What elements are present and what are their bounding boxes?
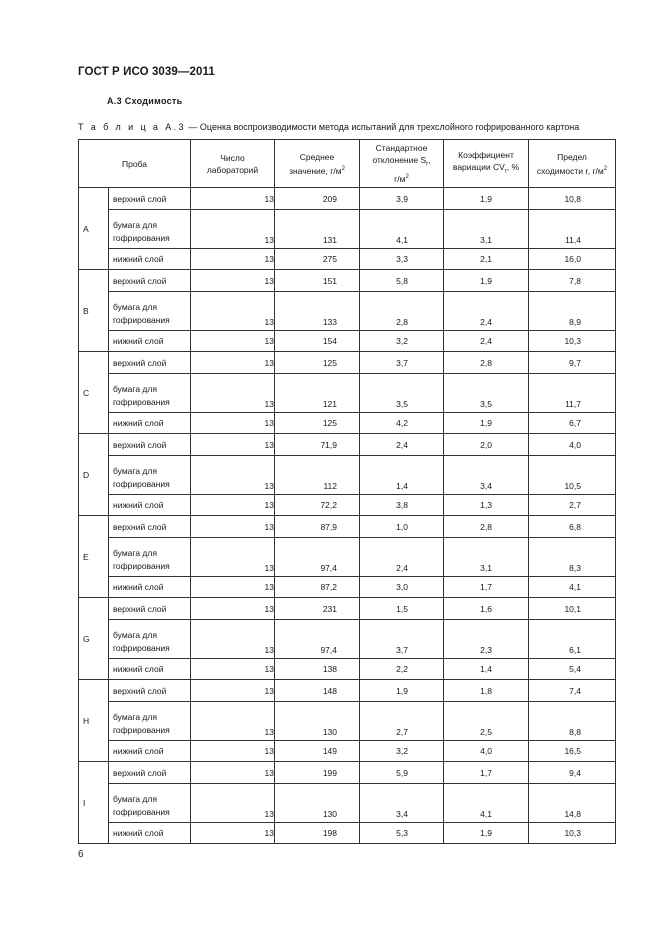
cell-labs: 13 [191,352,275,374]
table-row [79,210,616,249]
cell-layer: нижний слой [109,413,191,434]
cell-sd: 2,4 [360,434,444,456]
sample-group-id: H [79,680,109,762]
cell-labs: 13 [191,538,275,577]
cell-limit: 11,4 [529,210,616,249]
cell-sd: 3,4 [360,784,444,823]
cell-layer: нижний слой [109,659,191,680]
cell-layer: верхний слой [109,188,191,210]
table-row [79,352,616,374]
cell-cv: 2,4 [444,292,529,331]
cell-labs: 13 [191,784,275,823]
table-caption [78,122,618,132]
cell-mean: 275 [275,249,360,270]
cell-labs: 13 [191,741,275,762]
cell-mean: 97,4 [275,538,360,577]
cell-mean: 71,9 [275,434,360,456]
cell-limit: 10,5 [529,456,616,495]
table-row [79,702,616,741]
cell-mean: 72,2 [275,495,360,516]
cell-cv: 1,8 [444,680,529,702]
cell-limit: 9,4 [529,762,616,784]
header-sample: Проба [79,140,191,188]
sample-group-id: B [79,270,109,352]
cell-limit: 14,8 [529,784,616,823]
table-header-row [79,140,616,188]
cell-cv: 1,9 [444,823,529,844]
table-row [79,516,616,538]
cell-layer: верхний слой [109,516,191,538]
cell-sd: 3,5 [360,374,444,413]
header-sd-line2b: , [428,155,431,166]
cell-layer: верхний слой [109,680,191,702]
header-limit [529,140,616,188]
header-labs-line1: Число [220,152,245,163]
header-labs-line2: лабораторий [206,164,259,175]
sample-group-id: A [79,188,109,270]
cell-sd: 3,9 [360,188,444,210]
cell-mean: 199 [275,762,360,784]
cell-limit: 8,9 [529,292,616,331]
cell-sd: 5,3 [360,823,444,844]
cell-layer: бумага для гофрирования [109,784,191,823]
table-row [79,249,616,270]
table-row [79,331,616,352]
cell-sd: 2,4 [360,538,444,577]
cell-limit: 16,0 [529,249,616,270]
cell-limit: 4,1 [529,577,616,598]
cell-cv: 4,0 [444,741,529,762]
cell-labs: 13 [191,331,275,352]
table-row [79,434,616,456]
cell-mean: 231 [275,598,360,620]
header-mean-line2: значение, г/м [289,165,342,176]
cell-sd: 2,7 [360,702,444,741]
cell-layer: бумага для гофрирования [109,210,191,249]
cell-sd: 3,0 [360,577,444,598]
sample-group-id: E [79,516,109,598]
sample-group-id: G [79,598,109,680]
cell-mean: 112 [275,456,360,495]
cell-cv: 1,3 [444,495,529,516]
cell-mean: 130 [275,784,360,823]
cell-layer: бумага для гофрирования [109,456,191,495]
cell-labs: 13 [191,456,275,495]
cell-sd: 4,1 [360,210,444,249]
cell-layer: нижний слой [109,741,191,762]
cell-limit: 8,3 [529,538,616,577]
cell-layer: бумага для гофрирования [109,538,191,577]
cell-cv: 1,9 [444,188,529,210]
header-limit-sup: 2 [603,165,608,172]
header-cv-line2b: , % [506,162,520,173]
cell-labs: 13 [191,702,275,741]
cell-layer: нижний слой [109,495,191,516]
cell-cv: 1,6 [444,598,529,620]
cell-mean: 198 [275,823,360,844]
cell-cv: 3,5 [444,374,529,413]
cell-limit: 6,8 [529,516,616,538]
cell-cv: 1,9 [444,270,529,292]
sample-group-id: I [79,762,109,844]
table-row [79,292,616,331]
header-labs [191,140,275,188]
cell-mean: 151 [275,270,360,292]
table-row [79,188,616,210]
cell-mean: 133 [275,292,360,331]
cell-limit: 8,8 [529,702,616,741]
header-limit-line1: Предел [557,151,587,162]
cell-labs: 13 [191,659,275,680]
table-row [79,413,616,434]
cell-sd: 4,2 [360,413,444,434]
cell-cv: 2,1 [444,249,529,270]
cell-labs: 13 [191,374,275,413]
cell-cv: 2,8 [444,516,529,538]
cell-cv: 2,3 [444,620,529,659]
header-mean [275,140,360,188]
cell-labs: 13 [191,210,275,249]
cell-cv: 1,4 [444,659,529,680]
cell-labs: 13 [191,577,275,598]
cell-limit: 9,7 [529,352,616,374]
cell-cv: 2,4 [444,331,529,352]
cell-sd: 1,4 [360,456,444,495]
repeatability-table [78,139,616,844]
cell-mean: 87,9 [275,516,360,538]
cell-sd: 1,5 [360,598,444,620]
cell-sd: 3,7 [360,620,444,659]
table-row [79,784,616,823]
cell-limit: 10,8 [529,188,616,210]
table-row [79,659,616,680]
cell-sd: 5,8 [360,270,444,292]
page-number: 6 [78,849,84,860]
cell-layer: верхний слой [109,762,191,784]
cell-labs: 13 [191,434,275,456]
cell-mean: 154 [275,331,360,352]
header-sd-line1: Стандартное [375,143,428,154]
cell-sd: 3,3 [360,249,444,270]
cell-mean: 125 [275,352,360,374]
section-title: А.3 Сходимость [107,96,183,106]
table-row [79,538,616,577]
cell-labs: 13 [191,413,275,434]
table-row [79,495,616,516]
cell-layer: бумага для гофрирования [109,374,191,413]
sample-group-id: C [79,352,109,434]
table-caption-text: — Оценка воспроизводимости метода испытаний для трехслойного гофрированного картона [185,122,580,132]
cell-limit: 11,7 [529,374,616,413]
document-title: ГОСТ Р ИСО 3039—2011 [78,66,215,78]
header-cv-line2a: вариации CV [452,162,505,173]
table-row [79,374,616,413]
cell-limit: 10,1 [529,598,616,620]
cell-mean: 87,2 [275,577,360,598]
cell-cv: 4,1 [444,784,529,823]
table-row [79,741,616,762]
header-sd-sub: r [426,161,429,168]
table-body [79,188,616,844]
cell-sd: 2,2 [360,659,444,680]
cell-mean: 125 [275,413,360,434]
cell-labs: 13 [191,270,275,292]
cell-labs: 13 [191,292,275,331]
table-row [79,823,616,844]
cell-limit: 6,7 [529,413,616,434]
cell-layer: нижний слой [109,577,191,598]
table-row [79,456,616,495]
table-row [79,577,616,598]
cell-cv: 3,1 [444,538,529,577]
header-sd-line3: г/м [394,173,406,184]
header-cv-sub: r [504,168,507,175]
cell-mean: 138 [275,659,360,680]
cell-labs: 13 [191,680,275,702]
cell-sd: 3,7 [360,352,444,374]
cell-limit: 10,3 [529,331,616,352]
cell-limit: 7,8 [529,270,616,292]
sample-group-id: D [79,434,109,516]
cell-labs: 13 [191,620,275,659]
cell-mean: 209 [275,188,360,210]
cell-mean: 121 [275,374,360,413]
cell-labs: 13 [191,516,275,538]
cell-limit: 5,4 [529,659,616,680]
cell-mean: 97,4 [275,620,360,659]
table-caption-prefix: Т а б л и ц а А.3 [78,122,186,132]
cell-layer: нижний слой [109,331,191,352]
header-cv-line1: Коэффициент [458,150,514,161]
header-mean-line1: Среднее [299,151,335,162]
cell-limit: 7,4 [529,680,616,702]
table-row [79,762,616,784]
cell-sd: 3,2 [360,741,444,762]
cell-mean: 130 [275,702,360,741]
cell-sd: 1,0 [360,516,444,538]
header-cv [444,140,529,188]
table-row [79,620,616,659]
cell-cv: 1,7 [444,577,529,598]
header-mean-sup: 2 [341,165,345,172]
cell-mean: 149 [275,741,360,762]
cell-cv: 1,9 [444,413,529,434]
cell-cv: 3,4 [444,456,529,495]
cell-sd: 2,8 [360,292,444,331]
cell-sd: 5,9 [360,762,444,784]
cell-mean: 131 [275,210,360,249]
cell-cv: 1,7 [444,762,529,784]
cell-labs: 13 [191,762,275,784]
header-sd [360,140,444,188]
cell-cv: 3,1 [444,210,529,249]
cell-sd: 3,2 [360,331,444,352]
cell-layer: нижний слой [109,249,191,270]
cell-labs: 13 [191,188,275,210]
cell-limit: 6,1 [529,620,616,659]
cell-limit: 16,5 [529,741,616,762]
cell-sd: 3,8 [360,495,444,516]
table-row [79,680,616,702]
cell-cv: 2,0 [444,434,529,456]
cell-labs: 13 [191,495,275,516]
cell-sd: 1,9 [360,680,444,702]
cell-limit: 2,7 [529,495,616,516]
cell-layer: нижний слой [109,823,191,844]
cell-layer: верхний слой [109,434,191,456]
cell-labs: 13 [191,598,275,620]
cell-layer: бумага для гофрирования [109,292,191,331]
header-sd-line2a: отклонение S [372,155,427,166]
table-row [79,270,616,292]
cell-layer: верхний слой [109,352,191,374]
cell-layer: верхний слой [109,598,191,620]
table-row [79,598,616,620]
cell-cv: 2,8 [444,352,529,374]
cell-labs: 13 [191,823,275,844]
cell-layer: бумага для гофрирования [109,702,191,741]
cell-labs: 13 [191,249,275,270]
cell-mean: 148 [275,680,360,702]
cell-layer: верхний слой [109,270,191,292]
cell-layer: бумага для гофрирования [109,620,191,659]
header-sd-sup: 2 [405,173,409,180]
header-limit-line2: сходимости r, г/м [536,165,604,176]
cell-limit: 4,0 [529,434,616,456]
cell-limit: 10,3 [529,823,616,844]
cell-cv: 2,5 [444,702,529,741]
